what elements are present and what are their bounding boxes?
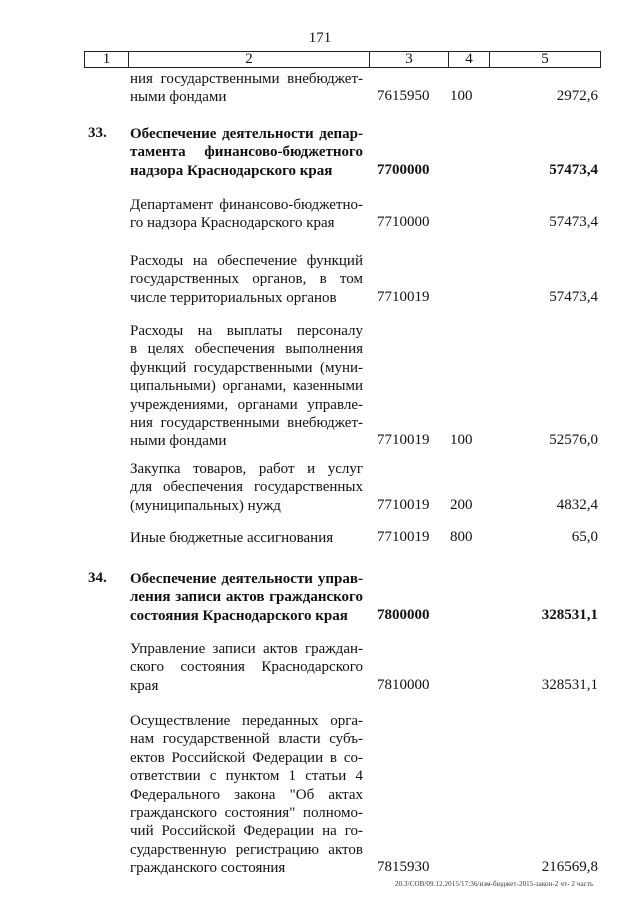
description-line: ского состояния Краснодарского: [130, 659, 363, 676]
description-line: ответствии с пунктом 1 статьи 4: [130, 768, 363, 785]
page-number: 171: [308, 30, 332, 46]
row-description: [130, 322, 363, 451]
description-line: ными фондами: [130, 89, 227, 106]
description-line: ления записи актов гражданского: [130, 589, 363, 606]
row-description: [130, 252, 363, 307]
description-line: учреждениями, органами управле-: [130, 396, 363, 413]
column-header: 3: [370, 52, 449, 68]
expense-type: 200: [450, 496, 473, 513]
description-line: Федерального закона "Об актах: [130, 786, 363, 803]
row-description: [130, 640, 363, 695]
amount-value: 52576,0: [549, 432, 598, 449]
footer-note: 20.3/СОВ/09.12.2015/17:36/изм-бюджет-2015-закон-2 чт- 2 часть: [395, 880, 594, 888]
expense-type: 100: [450, 432, 473, 449]
description-line: нам государственной власти субъ-: [130, 731, 363, 748]
column-header: 2: [129, 52, 370, 68]
row-description: [130, 70, 363, 107]
row-description: [130, 196, 363, 233]
description-line: Иные бюджетные ассигнования: [130, 530, 334, 546]
row-description: [130, 125, 363, 180]
description-line: для обеспечения государственных: [130, 479, 363, 496]
column-header: 5: [490, 52, 601, 68]
description-line: Закупка товаров, работ и услуг: [130, 461, 363, 477]
description-line: надзора Краснодарского края: [130, 162, 333, 179]
description-line: функций государственными (муни-: [130, 359, 363, 376]
row-description: [130, 529, 363, 547]
description-line: состояния Краснодарского края: [130, 607, 348, 624]
target-code: 7615950: [377, 88, 430, 105]
amount-value: 2972,6: [556, 88, 598, 105]
column-header: 4: [449, 52, 490, 68]
expense-type: 800: [450, 529, 473, 545]
description-line: тамента финансово-бюджетного: [130, 144, 363, 161]
target-code: 7810000: [377, 676, 430, 693]
row-description: [130, 460, 363, 515]
amount-value: 328531,1: [541, 676, 598, 693]
section-number: 34.: [88, 570, 107, 586]
target-code: 7800000: [377, 606, 430, 623]
description-line: Расходы на выплаты персоналу: [130, 323, 363, 339]
description-line: ния государственными внебюджет-: [130, 415, 363, 432]
amount-value: 216569,8: [541, 859, 598, 876]
description-line: ния государственными внебюджет-: [130, 71, 363, 87]
section-number: 33.: [88, 125, 107, 141]
amount-value: 57473,4: [549, 288, 598, 305]
amount-value: 65,0: [571, 529, 598, 545]
description-line: в целях обеспечения выполнения: [130, 341, 363, 358]
description-line: Департамент финансово-бюджетно-: [130, 197, 363, 213]
description-line: Осуществление переданных орга-: [130, 713, 363, 729]
target-code: 7815930: [377, 859, 430, 876]
target-code: 7710019: [377, 529, 430, 545]
description-line: го надзора Краснодарского края: [130, 215, 335, 232]
description-line: Обеспечение деятельности депар-: [130, 126, 363, 142]
target-code: 7710000: [377, 214, 430, 231]
description-line: Обеспечение деятельности управ-: [130, 571, 363, 587]
description-line: гражданского состояния: [130, 860, 286, 877]
description-line: (муниципальных) нужд: [130, 497, 281, 514]
row-description: [130, 712, 363, 878]
description-line: числе территориальных органов: [130, 289, 337, 306]
row-description: [130, 570, 363, 625]
target-code: 7700000: [377, 161, 430, 178]
description-line: ектов Российской Федерации в со-: [130, 749, 363, 766]
description-line: чий Российской Федерации на го-: [130, 823, 363, 840]
amount-value: 57473,4: [549, 214, 598, 231]
amount-value: 328531,1: [541, 606, 598, 623]
description-line: гражданского состояния" полномо-: [130, 805, 363, 822]
amount-value: 57473,4: [549, 161, 598, 178]
target-code: 7710019: [377, 432, 430, 449]
expense-type: 100: [450, 88, 473, 105]
description-line: сударственную регистрацию актов: [130, 841, 363, 858]
description-line: Управление записи актов граждан-: [130, 641, 363, 657]
target-code: 7710019: [377, 496, 430, 513]
target-code: 7710019: [377, 288, 430, 305]
description-line: ными фондами: [130, 433, 227, 450]
description-line: ципальными) органами, казенными: [130, 378, 363, 395]
amount-value: 4832,4: [556, 496, 598, 513]
description-line: Расходы на обеспечение функций: [130, 253, 363, 269]
description-line: государственных органов, в том: [130, 271, 363, 288]
description-line: края: [130, 677, 159, 694]
column-header: 1: [85, 52, 129, 68]
column-header-table: [84, 51, 601, 68]
